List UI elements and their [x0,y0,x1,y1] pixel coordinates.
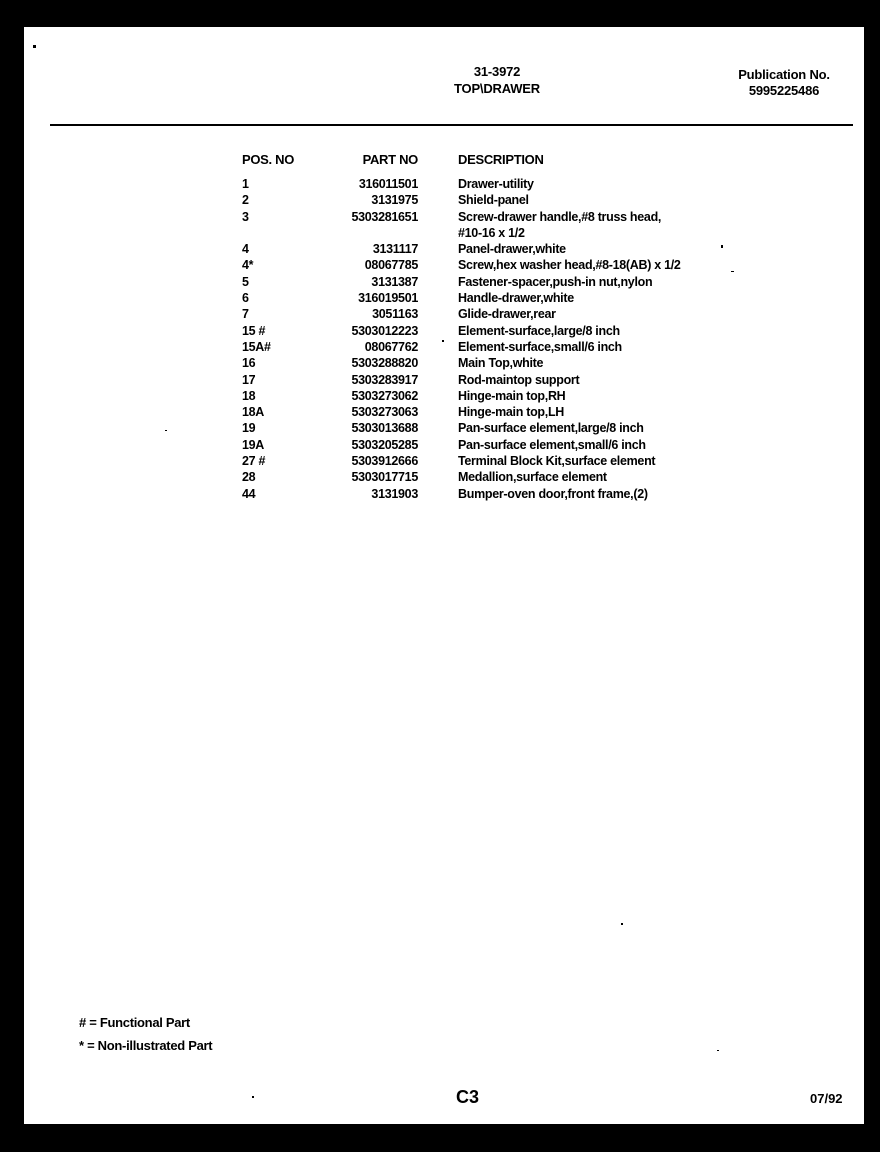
part-description: Handle-drawer,white [458,291,574,306]
column-gap [418,388,458,404]
legend-non-illustrated-part: * = Non-illustrated Part [79,1038,213,1053]
part-number: 3131903 [371,486,418,501]
publication-info [726,67,842,99]
pos-number [242,225,342,241]
pos-number: 6 [242,291,249,306]
scan-speck [717,1050,719,1051]
pos-number: 17 [242,372,256,387]
part-description: Rod-maintop support [458,372,580,387]
part-description: Terminal Block Kit,surface element [458,454,656,469]
document-page [24,27,864,1124]
page-code: C3 [456,1087,480,1107]
table-row [242,192,728,208]
scan-speck [731,271,734,272]
table-row [242,241,728,257]
column-gap [418,176,458,192]
part-number: 08067762 [364,339,418,354]
part-number: 5303283917 [351,372,418,387]
part-description: #10-16 x 1/2 [458,225,525,240]
part-description: Element-surface,large/8 inch [458,323,620,338]
table-row [242,209,728,225]
column-gap [418,257,458,273]
part-number: 5303912666 [351,454,418,469]
table-row [242,404,728,420]
pos-number: 2 [242,193,249,208]
pos-number: 7 [242,307,249,322]
column-gap [418,486,458,502]
table-row [242,469,728,485]
part-description: Bumper-oven door,front frame,(2) [458,486,648,501]
table-row [242,388,728,404]
pos-number: 19A [242,437,265,452]
table-header-row [242,152,728,176]
pos-number: 3 [242,209,249,224]
column-gap [418,453,458,469]
part-description: Medallion,surface element [458,470,607,485]
column-gap [418,437,458,453]
scan-speck [621,923,623,925]
part-number: 3131117 [372,242,418,257]
column-header-part: PART NO [362,152,418,167]
part-description: Pan-surface element,large/8 inch [458,421,644,436]
column-header-pos: POS. NO [242,152,295,167]
pos-number: 44 [242,486,256,501]
part-number: 3051163 [372,307,418,322]
part-number: 5303013688 [351,421,418,436]
part-number: 5303273063 [351,405,418,420]
legend [79,1011,212,1057]
pos-number: 4 [242,242,249,257]
pos-number: 1 [242,177,249,191]
model-number: 31-3972 [473,64,521,79]
part-number: 5303281651 [351,209,418,224]
column-gap [418,192,458,208]
part-description: Main Top,white [458,356,544,371]
table-row [242,453,728,469]
part-description: Shield-panel [458,193,529,208]
pos-number: 4* [242,258,254,273]
part-description: Panel-drawer,white [458,242,566,257]
part-description: Screw-drawer handle,#8 truss head, [458,209,662,224]
table-row [242,420,728,436]
legend-functional-part: # = Functional Part [79,1015,190,1030]
part-description: Drawer-utility [458,177,534,191]
part-description: Screw,hex washer head,#8-18(AB) x 1/2 [458,258,681,273]
parts-table [242,152,728,502]
part-number: 5303205285 [351,437,418,452]
table-row [242,339,728,355]
part-description: Element-surface,small/6 inch [458,339,622,354]
column-gap [418,323,458,339]
part-description: Hinge-main top,LH [458,405,565,420]
table-row [242,176,728,192]
table-row [242,290,728,306]
date-code: 07/92 [810,1091,843,1106]
part-description: Glide-drawer,rear [458,307,556,322]
column-gap [418,339,458,355]
pos-number: 5 [242,274,249,289]
pos-number: 18 [242,388,256,403]
column-gap [418,420,458,436]
scan-speck [252,1096,254,1098]
part-number: 3131387 [371,274,418,289]
part-number: 316011501 [358,177,418,191]
part-description: Pan-surface element,small/6 inch [458,437,646,452]
table-row [242,306,728,322]
column-gap [418,225,458,241]
column-gap [418,404,458,420]
publication-number: 5995225486 [748,83,820,98]
pos-number: 15A# [242,339,271,354]
pos-number: 15 # [242,323,266,338]
pos-number: 27 # [242,454,266,469]
column-gap [418,274,458,290]
column-gap [418,209,458,225]
column-gap [418,469,458,485]
column-header-description: DESCRIPTION [458,152,544,167]
part-number: 08067785 [364,258,418,273]
pos-number: 16 [242,356,256,371]
column-gap [418,290,458,306]
column-gap [418,241,458,257]
pos-number: 28 [242,470,256,485]
part-number: 5303012223 [351,323,418,338]
part-description: Fastener-spacer,push-in nut,nylon [458,274,653,289]
part-description: Hinge-main top,RH [458,388,566,403]
table-row [242,372,728,388]
parts-table-body [242,176,728,502]
column-gap [418,355,458,371]
section-title: TOP\DRAWER [454,81,540,96]
pos-number: 19 [242,421,256,436]
pos-number: 18A [242,405,265,420]
part-number: 5303273062 [351,388,418,403]
column-gap [418,372,458,388]
column-gap [418,152,458,176]
table-row [242,323,728,339]
document-header [404,63,590,97]
table-row [242,257,728,273]
table-row [242,437,728,453]
publication-label: Publication No. [738,67,830,82]
header-divider [50,124,853,126]
table-row [242,225,728,241]
part-number [342,225,418,241]
column-gap [418,306,458,322]
part-number: 5303288820 [351,356,418,371]
scan-speck [165,430,167,431]
table-row [242,274,728,290]
part-number: 5303017715 [351,470,418,485]
part-number: 3131975 [371,193,418,208]
part-number: 316019501 [358,291,418,306]
table-row [242,355,728,371]
scan-speck [33,45,36,48]
table-row [242,486,728,502]
